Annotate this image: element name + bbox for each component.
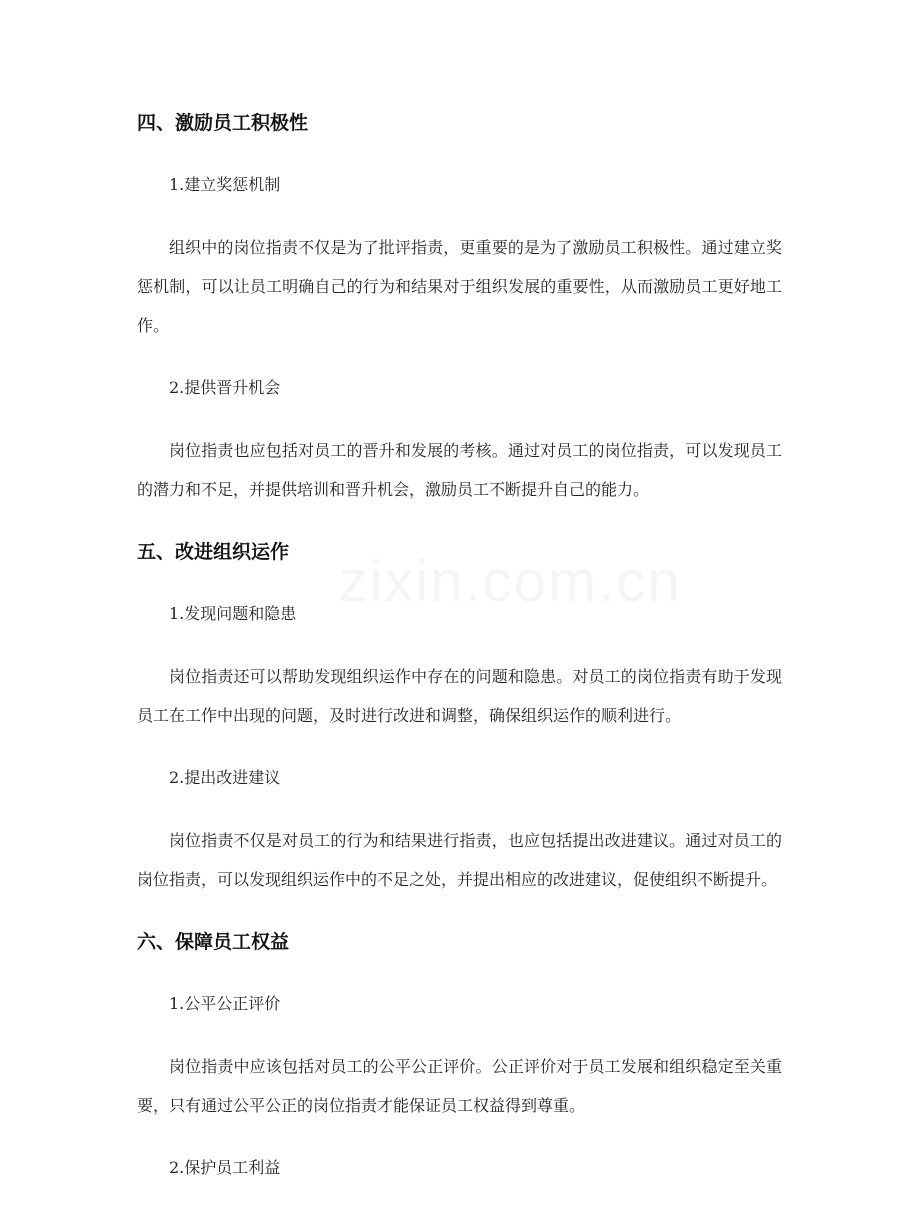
subsection-heading: 1.建立奖惩机制 [169,175,281,194]
subsection-heading: 2.保护员工利益 [169,1158,281,1177]
subsection-heading: 1.公平公正评价 [169,994,281,1013]
body-paragraph: 岗位指责也应包括对员工的晋升和发展的考核。通过对员工的岗位指责，可以发现员工的潜力和不足，并提供培训和晋升机会，激励员工不断提升自己的能力。 [137,441,782,499]
document-body [137,104,782,1211]
section-heading: 四、激励员工积极性 [137,112,309,134]
section-heading: 五、改进组织运作 [137,541,290,563]
body-paragraph: 岗位指责还可以帮助发现组织运作中存在的问题和隐患。对员工的岗位指责有助于发现员工在工作中出现的问题，及时进行改进和调整，确保组织运作的顺利进行。 [137,667,782,725]
subsection-heading: 2.提供晋升机会 [169,378,281,397]
section-heading: 六、保障员工权益 [137,931,290,953]
body-paragraph: 岗位指责不仅是对员工的行为和结果进行指责，也应包括提出改进建议。通过对员工的岗位指责，可以发现组织运作中的不足之处，并提出相应的改进建议，促使组织不断提升。 [137,831,782,889]
body-paragraph: 组织中的岗位指责不仅是为了批评指责，更重要的是为了激励员工积极性。通过建立奖惩机制，可以让员工明确自己的行为和结果对于组织发展的重要性，从而激励员工更好地工作。 [137,238,782,335]
subsection-heading: 1.发现问题和隐患 [169,604,297,623]
body-paragraph: 岗位指责中应该包括对员工的公平公正评价。公正评价对于员工发展和组织稳定至关重要，只有通过公平公正的岗位指责才能保证员工权益得到尊重。 [137,1057,782,1115]
subsection-heading: 2.提出改进建议 [169,768,281,787]
